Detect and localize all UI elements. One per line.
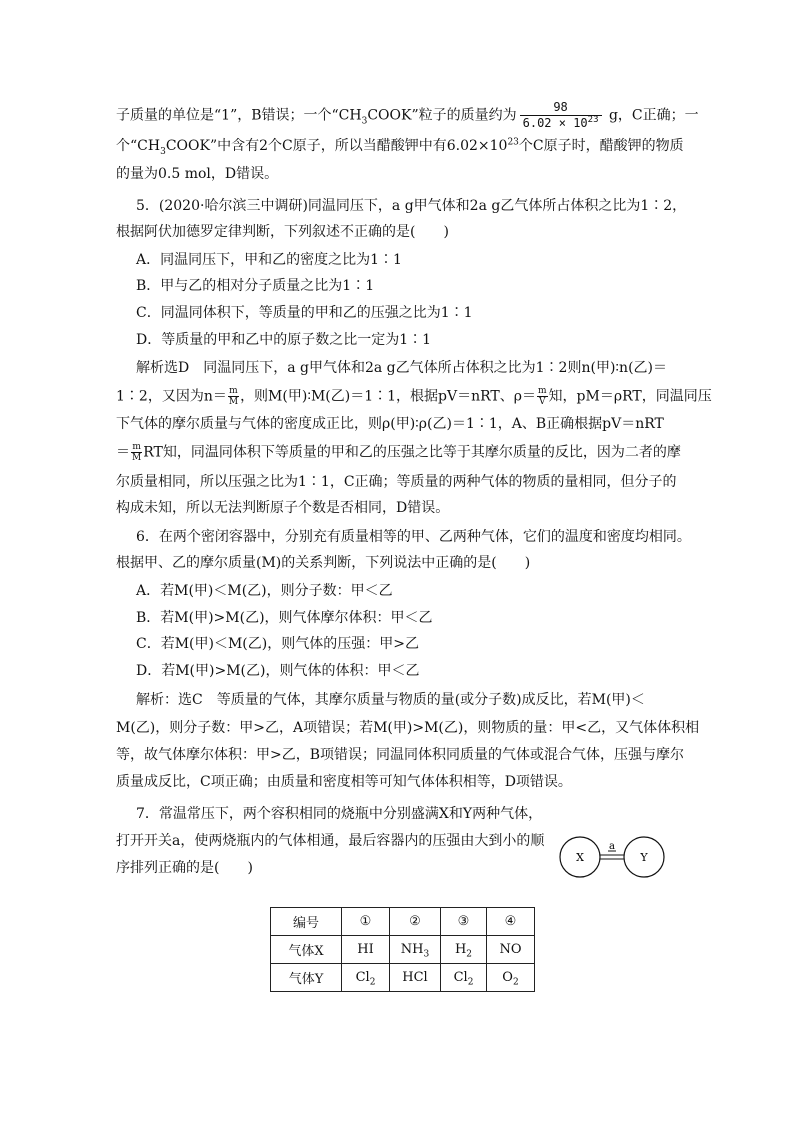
flask-x-label: X [576,851,584,864]
table-header-cell: ④ [487,908,535,936]
question5-option-d: D．等质量的甲和乙中的原子数之比一定为1∶1 [136,332,432,348]
analysis6-line1: 解析：选C 等质量的气体，其摩尔质量与物质的量(或分子数)成反比，若M(甲)＜ [136,692,645,708]
answer4-line3: 的量为0.5 mol，D错误。 [116,166,279,182]
table-cell: $H_2$ [441,936,487,964]
question5-line1: 5．(2020·哈尔滨三中调研)同温同压下，a g甲气体和2a g乙气体所占体积之比为1∶2， [136,198,687,214]
answer4-line1: 子质量的单位是“1”，B错误；一个“$CH_3COOK$”粒子的质量约为 $\frac{98}{6.02 \times 10^{23}}$ g，C正确；一 [116,100,699,130]
valve-label: a [609,841,615,852]
question5-option-a: A．同温同压下，甲和乙的密度之比为1∶1 [136,252,402,268]
table-header-cell: ① [342,908,390,936]
table-cell: $Cl_2$ [342,964,390,992]
table-cell: $NH_3$ [390,936,441,964]
question6-option-a: A．若M(甲)＜M(乙)，则分子数：甲＜乙 [136,583,393,599]
table-row [271,936,535,964]
table-cell: NO [487,936,535,964]
table-cell: HI [342,936,390,964]
flask-diagram [558,832,666,882]
table-cell: $Cl_2$ [441,964,487,992]
table-header-row [271,908,535,936]
table-row [271,964,535,992]
question7-line1: 7．常温常压下，两个容积相同的烧瓶中分别盛满X和Y两种气体， [136,806,543,822]
analysis5-line2: 1∶2，又因为n＝ $\frac{m}{M}$ ，则M(甲)∶M(乙)＝1∶1，根据pV＝nRT、ρ＝ $\frac{m}{V}$ 知，pM＝ρRT，同温同压 [116,386,712,407]
analysis5-line5: 尔质量相同，所以压强之比为1∶1，C正确；等质量的两种气体的物质的量相同，但分子的 [116,474,677,490]
question6-option-b: B．若M(甲)>M(乙)，则气体摩尔体积：甲＜乙 [136,610,433,626]
table-row-label: 气体X [271,936,342,964]
table-row-label: 气体Y [271,964,342,992]
mass-fraction: $\frac{98}{6.02 \times 10^{23}}$ [520,100,602,131]
question5-option-c: C．同温同体积下，等质量的甲和乙的压强之比为1∶1 [136,305,473,321]
table-header-cell: 编号 [271,908,342,936]
question6-line2: 根据甲、乙的摩尔质量(M)的关系判断，下列说法中正确的是( ) [116,555,531,571]
question7-line2: 打开开关a，使两烧瓶内的气体相通，最后容器内的压强由大到小的顺 [116,833,545,849]
question7-line3: 序排列正确的是( ) [116,860,253,876]
analysis6-line4: 质量成反比，C项正确；由质量和密度相等可知气体体积相等，D项错误。 [116,774,572,790]
flask-y-label: Y [640,851,648,864]
table-header-cell: ② [390,908,441,936]
analysis5-line6: 构成未知，所以无法判断原子个数是否相同，D错误。 [116,500,450,516]
table-cell: $O_2$ [487,964,535,992]
analysis6-line2: M(乙)，则分子数：甲>乙，A项错误；若M(甲)>M(乙)，则物质的量：甲<乙，又气体体积相 [116,720,700,736]
analysis5-line4: ＝ $\frac{m}{M}$ RT知，同温同体积下等质量的甲和乙的压强之比等于其摩尔质量的反比，因为二者的摩 [116,442,681,463]
gas-table [270,907,535,992]
question6-option-d: D．若M(甲)>M(乙)，则气体的体积：甲＜乙 [136,663,420,679]
analysis6-line3: 等，故气体摩尔体积：甲>乙，B项错误；同温同体积同质量的气体或混合气体，压强与摩尔 [116,747,685,763]
question5-line2: 根据阿伏加德罗定律判断，下列叙述不正确的是( ) [116,224,449,240]
table-cell: HCl [390,964,441,992]
question6-line1: 6．在两个密闭容器中，分别充有质量相等的甲、乙两种气体，它们的温度和密度均相同。 [136,529,691,545]
question5-option-b: B．甲与乙的相对分子质量之比为1∶1 [136,278,375,294]
question6-option-c: C．若M(甲)＜M(乙)，则气体的压强：甲>乙 [136,636,419,652]
analysis5-line1: 解析选D 同温同压下，a g甲气体和2a g乙气体所占体积之比为1∶2则n(甲)∶n(乙)＝ [136,360,667,376]
answer4-line2: 个“$CH_3COOK$”中含有2个C原子，所以当醋酸钾中有$6.02\times 10^{23}$个C原子时，醋酸钾的物质 [116,137,684,157]
analysis5-line3: 下气体的摩尔质量与气体的密度成正比，则ρ(甲)∶ρ(乙)＝1∶1，A、B正确根据pV＝nRT [116,416,664,432]
table-header-cell: ③ [441,908,487,936]
